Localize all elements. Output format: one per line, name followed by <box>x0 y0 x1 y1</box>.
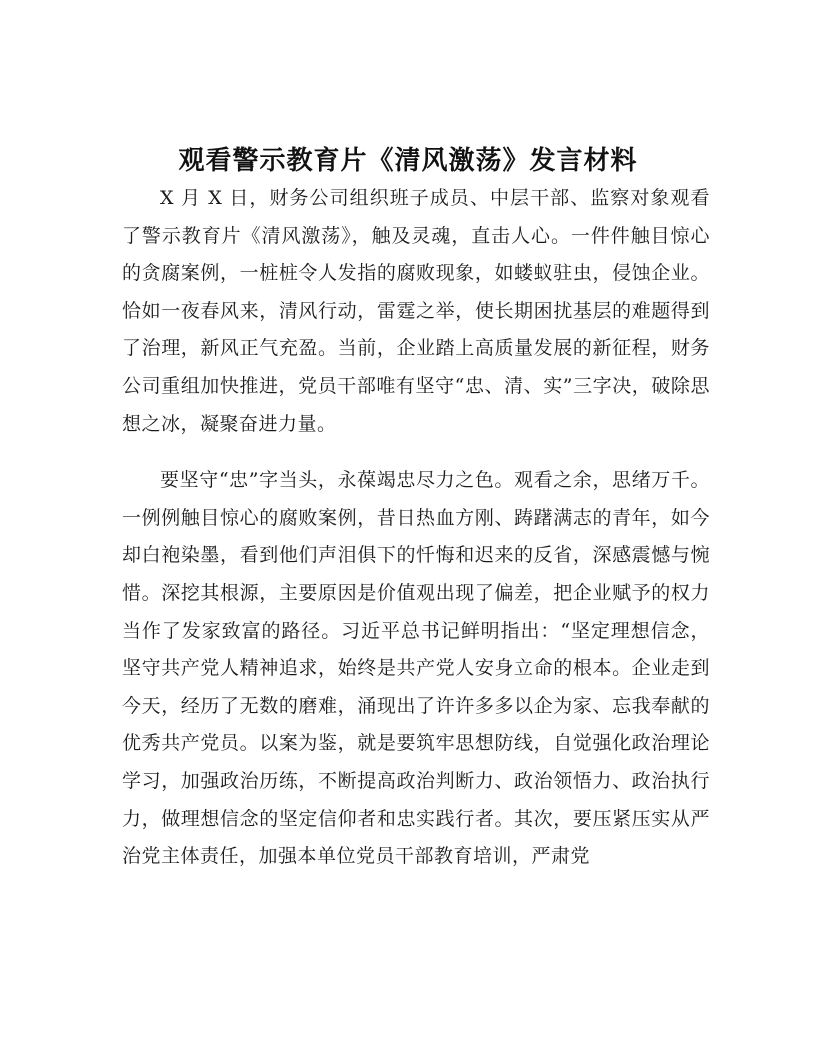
document-body <box>122 180 710 876</box>
paragraph-loyalty: 要坚守“忠”字当头，永葆竭忠尽力之色。观看之余，思绪万千。一例例触目惊心的腐败案例，昔日热血方刚、踌躇满志的青年，如今却白袍染墨，看到他们声泪俱下的忏悔和迟来的反省，深感震憾与惋惜。深挖其根源，主要原因是价值观出现了偏差，把企业赋予的权力当作了发家致富的路径。习近平总书记鲜明指出：“坚定理想信念，坚守共产党人精神追求，始终是共产党人安身立命的根本。企业走到今天，经历了无数的磨难，涌现出了许许多多以企为家、忘我奉献的优秀共产党员。以案为鉴，就是要筑牢思想防线，自觉强化政治理论学习，加强政治历练，不断提高政治判断力、政治领悟力、政治执行力，做理想信念的坚定信仰者和忠实践行者。其次，要压紧压实从严治党主体责任，加强本单位党员干部教育培训，严肃党 <box>122 469 710 868</box>
paragraph-intro: X 月 X 日，财务公司组织班子成员、中层干部、监察对象观看了警示教育片《清风激荡》，触及灵魂，直击人心。一件件触目惊心的贪腐案例，一桩桩令人发指的腐败现象，如蝼蚁驻虫，侵蚀企业。恰如一夜春风来，清风行动，雷霆之举，使长期困扰基层的难题得到了治理，新风正气充盈。当前，企业踏上高质量发展的新征程，财务公司重组加快推进，党员干部唯有坚守“忠、清、实”三字决，破除思想之冰，凝聚奋进力量。 <box>122 187 710 435</box>
document-title: 观看警示教育片《清风激荡》发言材料 <box>178 146 638 176</box>
